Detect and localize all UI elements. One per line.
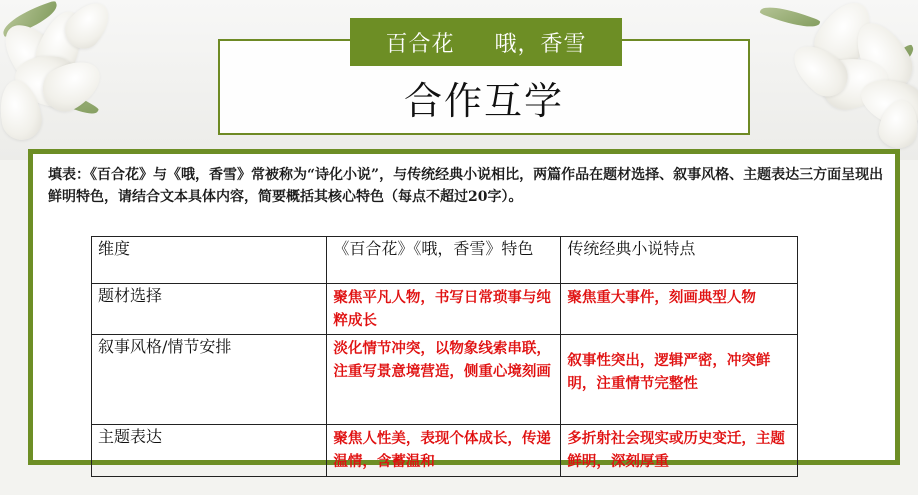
header-traditional: 传统经典小说特点 — [561, 237, 798, 284]
comparison-table — [91, 236, 798, 477]
lesson-title-tab: 百合花 哦，香雪 — [350, 18, 622, 66]
row-feature: 聚焦人性美，表现个体成长，传递温情，含蓄温和 — [327, 425, 561, 477]
header-feature: 《百合花》《哦，香雪》特色 — [327, 237, 561, 284]
row-dimension: 主题表达 — [92, 425, 327, 477]
instruction-text: 填表：《百合花》与《哦，香雪》常被称为“诗化小说”，与传统经典小说相比，两篇作品在题材选择、叙事风格、主题表达三方面呈现出鲜明特色，请结合文本具体内容，简要概括其核心特色（每点不超过20字）。 — [48, 167, 884, 205]
header-dimension: 维度 — [92, 237, 327, 284]
table-row — [92, 425, 798, 477]
row-traditional: 多折射社会现实或历史变迁，主题鲜明，深刻厚重 — [561, 425, 798, 477]
row-feature: 淡化情节冲突，以物象线索串联，注重写景意境营造，侧重心境刻画 — [327, 335, 561, 425]
table-header-row — [92, 237, 798, 284]
row-dimension: 题材选择 — [92, 284, 327, 335]
page-title: 合作互学 — [403, 79, 564, 123]
table-row — [92, 284, 798, 335]
row-traditional: 叙事性突出，逻辑严密，冲突鲜明，注重情节完整性 — [561, 335, 798, 425]
table-row — [92, 335, 798, 425]
row-traditional: 聚焦重大事件，刻画典型人物 — [561, 284, 798, 335]
row-dimension: 叙事风格/情节安排 — [92, 335, 327, 425]
row-feature: 聚焦平凡人物，书写日常琐事与纯粹成长 — [327, 284, 561, 335]
